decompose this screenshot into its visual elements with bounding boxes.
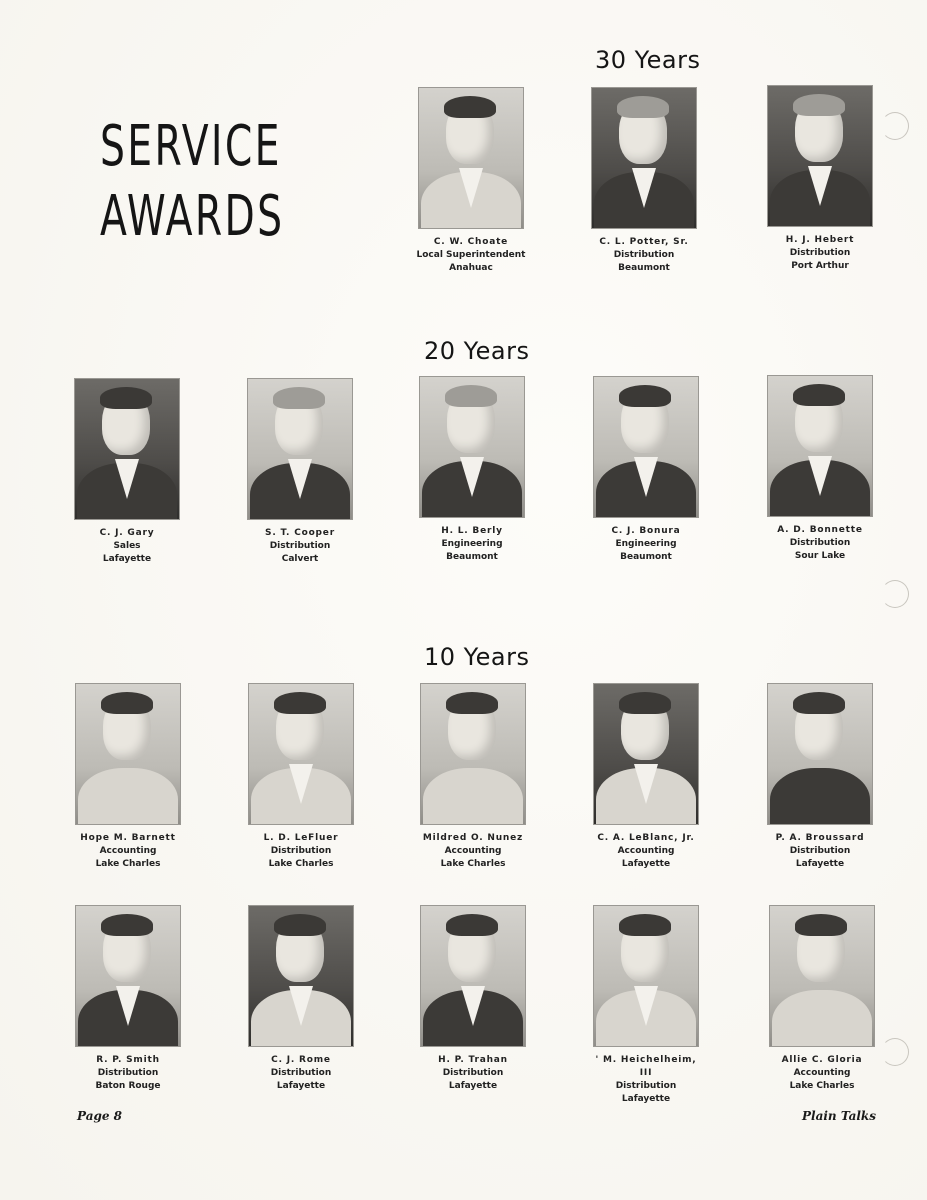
employee-name: L. D. LeFluer	[263, 833, 339, 843]
employee-department: Distribution	[269, 541, 331, 551]
employee-location: Sour Lake	[794, 551, 846, 561]
employee-department: Distribution	[270, 846, 332, 856]
employee-location: Beaumont	[618, 263, 670, 273]
caption	[246, 832, 356, 871]
publication-name: Plain Talks	[802, 1109, 877, 1123]
employee-name: C. J. Gary	[99, 528, 155, 538]
caption	[416, 236, 526, 275]
employee-department: Sales	[113, 541, 141, 551]
caption	[591, 832, 701, 871]
caption	[589, 236, 699, 275]
employee-name: C. A. LeBlanc, Jr.	[597, 833, 695, 843]
employee-department: Distribution	[789, 846, 851, 856]
award-card	[73, 683, 183, 871]
caption	[72, 527, 182, 566]
portrait-photo	[593, 683, 699, 825]
binder-hole	[881, 112, 909, 140]
employee-department: Distribution	[613, 250, 675, 260]
award-card	[416, 87, 526, 275]
employee-name: C. J. Bonura	[611, 526, 681, 536]
employee-department: Accounting	[444, 846, 502, 856]
employee-name: Hope M. Barnett	[80, 833, 176, 843]
award-card	[417, 376, 527, 564]
award-card	[765, 683, 875, 871]
employee-department: Accounting	[99, 846, 157, 856]
employee-name: P. A. Broussard	[775, 833, 865, 843]
employee-location: Lake Charles	[268, 859, 334, 869]
award-card	[591, 905, 701, 1106]
portrait-photo	[593, 376, 699, 518]
page-title	[100, 112, 285, 252]
employee-location: Port Arthur	[791, 261, 849, 271]
award-card	[591, 683, 701, 871]
title-line-1: SERVICE	[100, 114, 282, 179]
employee-department: Local Superintendent	[416, 250, 526, 260]
caption	[765, 832, 875, 871]
employee-name: S. T. Cooper	[265, 528, 335, 538]
portrait-photo	[767, 683, 873, 825]
caption	[767, 1054, 877, 1093]
award-card	[246, 905, 356, 1093]
employee-name: ' M. Heichelheim, III	[595, 1055, 697, 1078]
title-line-2: AWARDS	[100, 184, 285, 249]
portrait-photo	[248, 683, 354, 825]
employee-name: Allie C. Gloria	[781, 1055, 863, 1065]
portrait-photo	[418, 87, 524, 229]
employee-department: Distribution	[789, 538, 851, 548]
caption	[765, 524, 875, 563]
employee-name: H. J. Hebert	[785, 235, 855, 245]
award-card	[591, 376, 701, 564]
caption	[73, 1054, 183, 1093]
employee-name: Mildred O. Nunez	[422, 833, 524, 843]
award-card	[73, 905, 183, 1093]
award-card	[72, 378, 182, 566]
caption	[73, 832, 183, 871]
binder-hole	[881, 1038, 909, 1066]
caption	[418, 1054, 528, 1093]
employee-location: Lafayette	[276, 1081, 326, 1091]
award-card	[765, 375, 875, 563]
employee-location: Beaumont	[620, 552, 672, 562]
caption	[591, 1054, 701, 1106]
portrait-photo	[75, 683, 181, 825]
award-card	[589, 87, 699, 275]
portrait-photo	[767, 85, 873, 227]
page-number: Page 8	[77, 1109, 123, 1123]
award-card	[246, 683, 356, 871]
employee-location: Lafayette	[621, 1094, 671, 1104]
portrait-photo	[769, 905, 875, 1047]
portrait-photo	[419, 376, 525, 518]
employee-location: Anahuac	[449, 263, 493, 273]
section-heading-30-years: 30 Years	[595, 46, 701, 74]
section-heading-10-years: 10 Years	[424, 643, 530, 671]
portrait-photo	[247, 378, 353, 520]
employee-location: Lake Charles	[95, 859, 161, 869]
portrait-photo	[767, 375, 873, 517]
portrait-photo	[75, 905, 181, 1047]
employee-department: Distribution	[789, 248, 851, 258]
employee-department: Accounting	[617, 846, 675, 856]
section-heading-20-years: 20 Years	[424, 337, 530, 365]
award-card	[418, 683, 528, 871]
employee-name: C. J. Rome	[271, 1055, 331, 1065]
employee-department: Accounting	[793, 1068, 851, 1078]
caption	[765, 234, 875, 273]
portrait-photo	[74, 378, 180, 520]
portrait-photo	[248, 905, 354, 1047]
award-card	[245, 378, 355, 566]
employee-department: Distribution	[270, 1068, 332, 1078]
employee-name: H. P. Trahan	[438, 1055, 508, 1065]
caption	[417, 525, 527, 564]
employee-location: Lafayette	[621, 859, 671, 869]
caption	[246, 1054, 356, 1093]
employee-location: Baton Rouge	[95, 1081, 161, 1091]
employee-department: Distribution	[615, 1081, 677, 1091]
employee-location: Lake Charles	[789, 1081, 855, 1091]
employee-name: C. W. Choate	[433, 237, 509, 247]
employee-department: Distribution	[97, 1068, 159, 1078]
employee-department: Distribution	[442, 1068, 504, 1078]
award-card	[765, 85, 875, 273]
employee-name: C. L. Potter, Sr.	[599, 237, 689, 247]
award-card	[767, 905, 877, 1093]
award-card	[418, 905, 528, 1093]
portrait-photo	[591, 87, 697, 229]
employee-location: Lafayette	[795, 859, 845, 869]
caption	[418, 832, 528, 871]
employee-location: Calvert	[281, 554, 319, 564]
binder-hole	[881, 580, 909, 608]
caption	[591, 525, 701, 564]
employee-location: Lake Charles	[440, 859, 506, 869]
employee-name: R. P. Smith	[96, 1055, 160, 1065]
employee-name: H. L. Berly	[441, 526, 503, 536]
employee-location: Lafayette	[448, 1081, 498, 1091]
employee-name: A. D. Bonnette	[777, 525, 863, 535]
employee-department: Engineering	[441, 539, 503, 549]
portrait-photo	[593, 905, 699, 1047]
portrait-photo	[420, 683, 526, 825]
caption	[245, 527, 355, 566]
employee-department: Engineering	[615, 539, 677, 549]
portrait-photo	[420, 905, 526, 1047]
employee-location: Beaumont	[446, 552, 498, 562]
employee-location: Lafayette	[102, 554, 152, 564]
